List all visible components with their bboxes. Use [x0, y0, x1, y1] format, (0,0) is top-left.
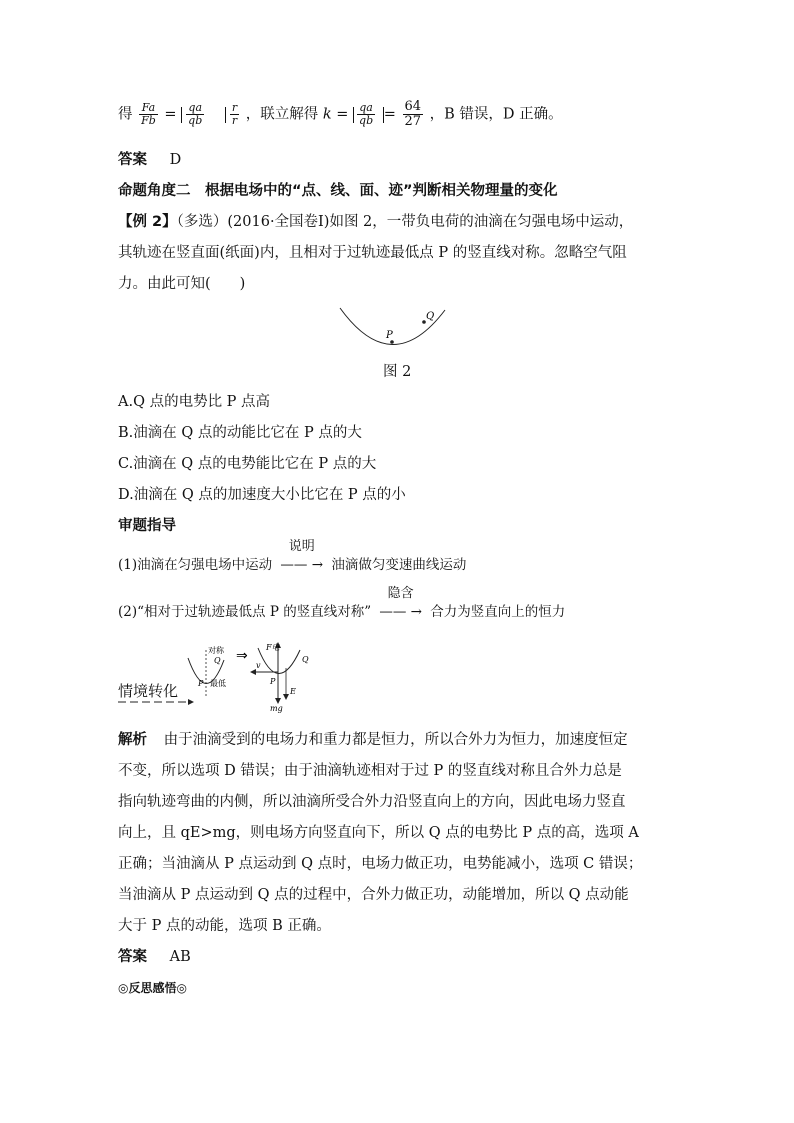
fraction-64-27: $\frac{64}{27}$: [404, 99, 422, 129]
guide-item-1: (1)油滴在匀强电场中运动 说明 —— → 油滴做匀变速曲线运动: [118, 539, 467, 573]
analysis-line-1: 解析 由于油滴受到的电场力和重力都是恒力，所以合外力为恒力，加速度恒定: [118, 732, 628, 748]
svg-text:v: v: [256, 661, 261, 670]
svg-text:P: P: [270, 677, 276, 686]
fraction-r-r: $\frac{r}{r}$: [231, 101, 238, 127]
right-arrow-icon: —— →: [379, 604, 422, 620]
svg-text:最低: 最低: [210, 679, 226, 688]
answer-1: 答案 D: [118, 152, 182, 168]
fraction-fa-fb: $\frac{Fa}{Fb}$: [141, 101, 156, 127]
svg-text:对称: 对称: [208, 646, 224, 655]
analysis-line-5: 正确；当油滴从 P 点运动到 Q 点时，电场力做正功，电势能减小，选项 C 错误；: [118, 856, 643, 872]
trajectory-figure: [330, 300, 460, 355]
svg-text:mg: mg: [270, 704, 283, 713]
svg-text:Q: Q: [214, 656, 221, 665]
example-line-1: 【例 2】（多选）(2016·全国卷Ⅰ)如图 2，一带负电荷的油滴在匀强电场中运动，: [118, 214, 634, 230]
svg-text:P: P: [198, 679, 204, 688]
svg-text:Q: Q: [302, 655, 309, 664]
analysis-line-2: 不变，所以选项 D 错误；由于油滴轨迹相对于过 P 的竖直线对称且合外力总是: [118, 763, 622, 779]
right-arrow-icon: —— →: [280, 557, 324, 573]
svg-text:E: E: [290, 687, 296, 696]
implies-icon: ⇒: [236, 648, 248, 664]
svg-text:F电: F电: [266, 643, 280, 652]
answer-2: 答案 AB: [118, 949, 191, 965]
analysis-line-3: 指向轨迹弯曲的内侧，所以油滴所受合外力沿竖直向上的方向，因此电场力竖直: [118, 794, 626, 810]
option-d: D.油滴在 Q 点的加速度大小比它在 P 点的小: [118, 487, 406, 503]
example-line-3: 力。由此可知( ): [118, 276, 246, 292]
example-line-2: 其轨迹在竖直面(纸面)内，且相对于过轨迹最低点 P 的竖直线对称。忽略空气阻: [118, 245, 627, 261]
option-a: A.Q 点的电势比 P 点高: [118, 394, 271, 410]
point-p-label: P: [386, 330, 393, 341]
top-formula: 得 $\frac{Fa}{Fb}$ = $\frac{qa}{qb}$ $\frac{r}{r}$ ，联立解得 k = $\frac{qa}{qb}$ = $\frac{64}{27}$ ，B 错误，D 正确。: [118, 99, 563, 129]
point-q-label: Q: [426, 311, 435, 322]
scene-label: 情境转化: [118, 682, 179, 700]
guide-title: 审题指导: [118, 518, 176, 534]
figure-caption: 图 2: [383, 364, 412, 380]
formula-lead: 得: [118, 106, 133, 123]
option-c: C.油滴在 Q 点的电势能比它在 P 点的大: [118, 456, 377, 472]
reflection-heading: ◎反思感悟◎: [118, 981, 187, 995]
section-title: 命题角度二 根据电场中的“点、线、面、迹”判断相关物理量的变化: [118, 183, 558, 199]
fraction-qa-qb: $\frac{qa}{qb}$: [188, 101, 203, 127]
analysis-line-6: 当油滴从 P 点运动到 Q 点的过程中，合外力做正功，动能增加，所以 Q 点动能: [118, 887, 629, 903]
fraction-qa-qb-2: $\frac{qa}{qb}$: [359, 101, 374, 127]
analysis-line-4: 向上，且 qE>mg，则电场方向竖直向下，所以 Q 点的电势比 P 点的高，选项 A: [118, 825, 639, 841]
scene-diagram: [118, 638, 328, 713]
arrow-head-icon: [188, 699, 194, 705]
guide-item-2: (2)“相对于过轨迹最低点 P 的竖直线对称” 隐含 —— → 合力为竖直向上的恒力: [118, 586, 566, 620]
analysis-line-7: 大于 P 点的动能，选项 B 正确。: [118, 918, 331, 934]
option-b: B.油滴在 Q 点的动能比它在 P 点的大: [118, 425, 362, 441]
